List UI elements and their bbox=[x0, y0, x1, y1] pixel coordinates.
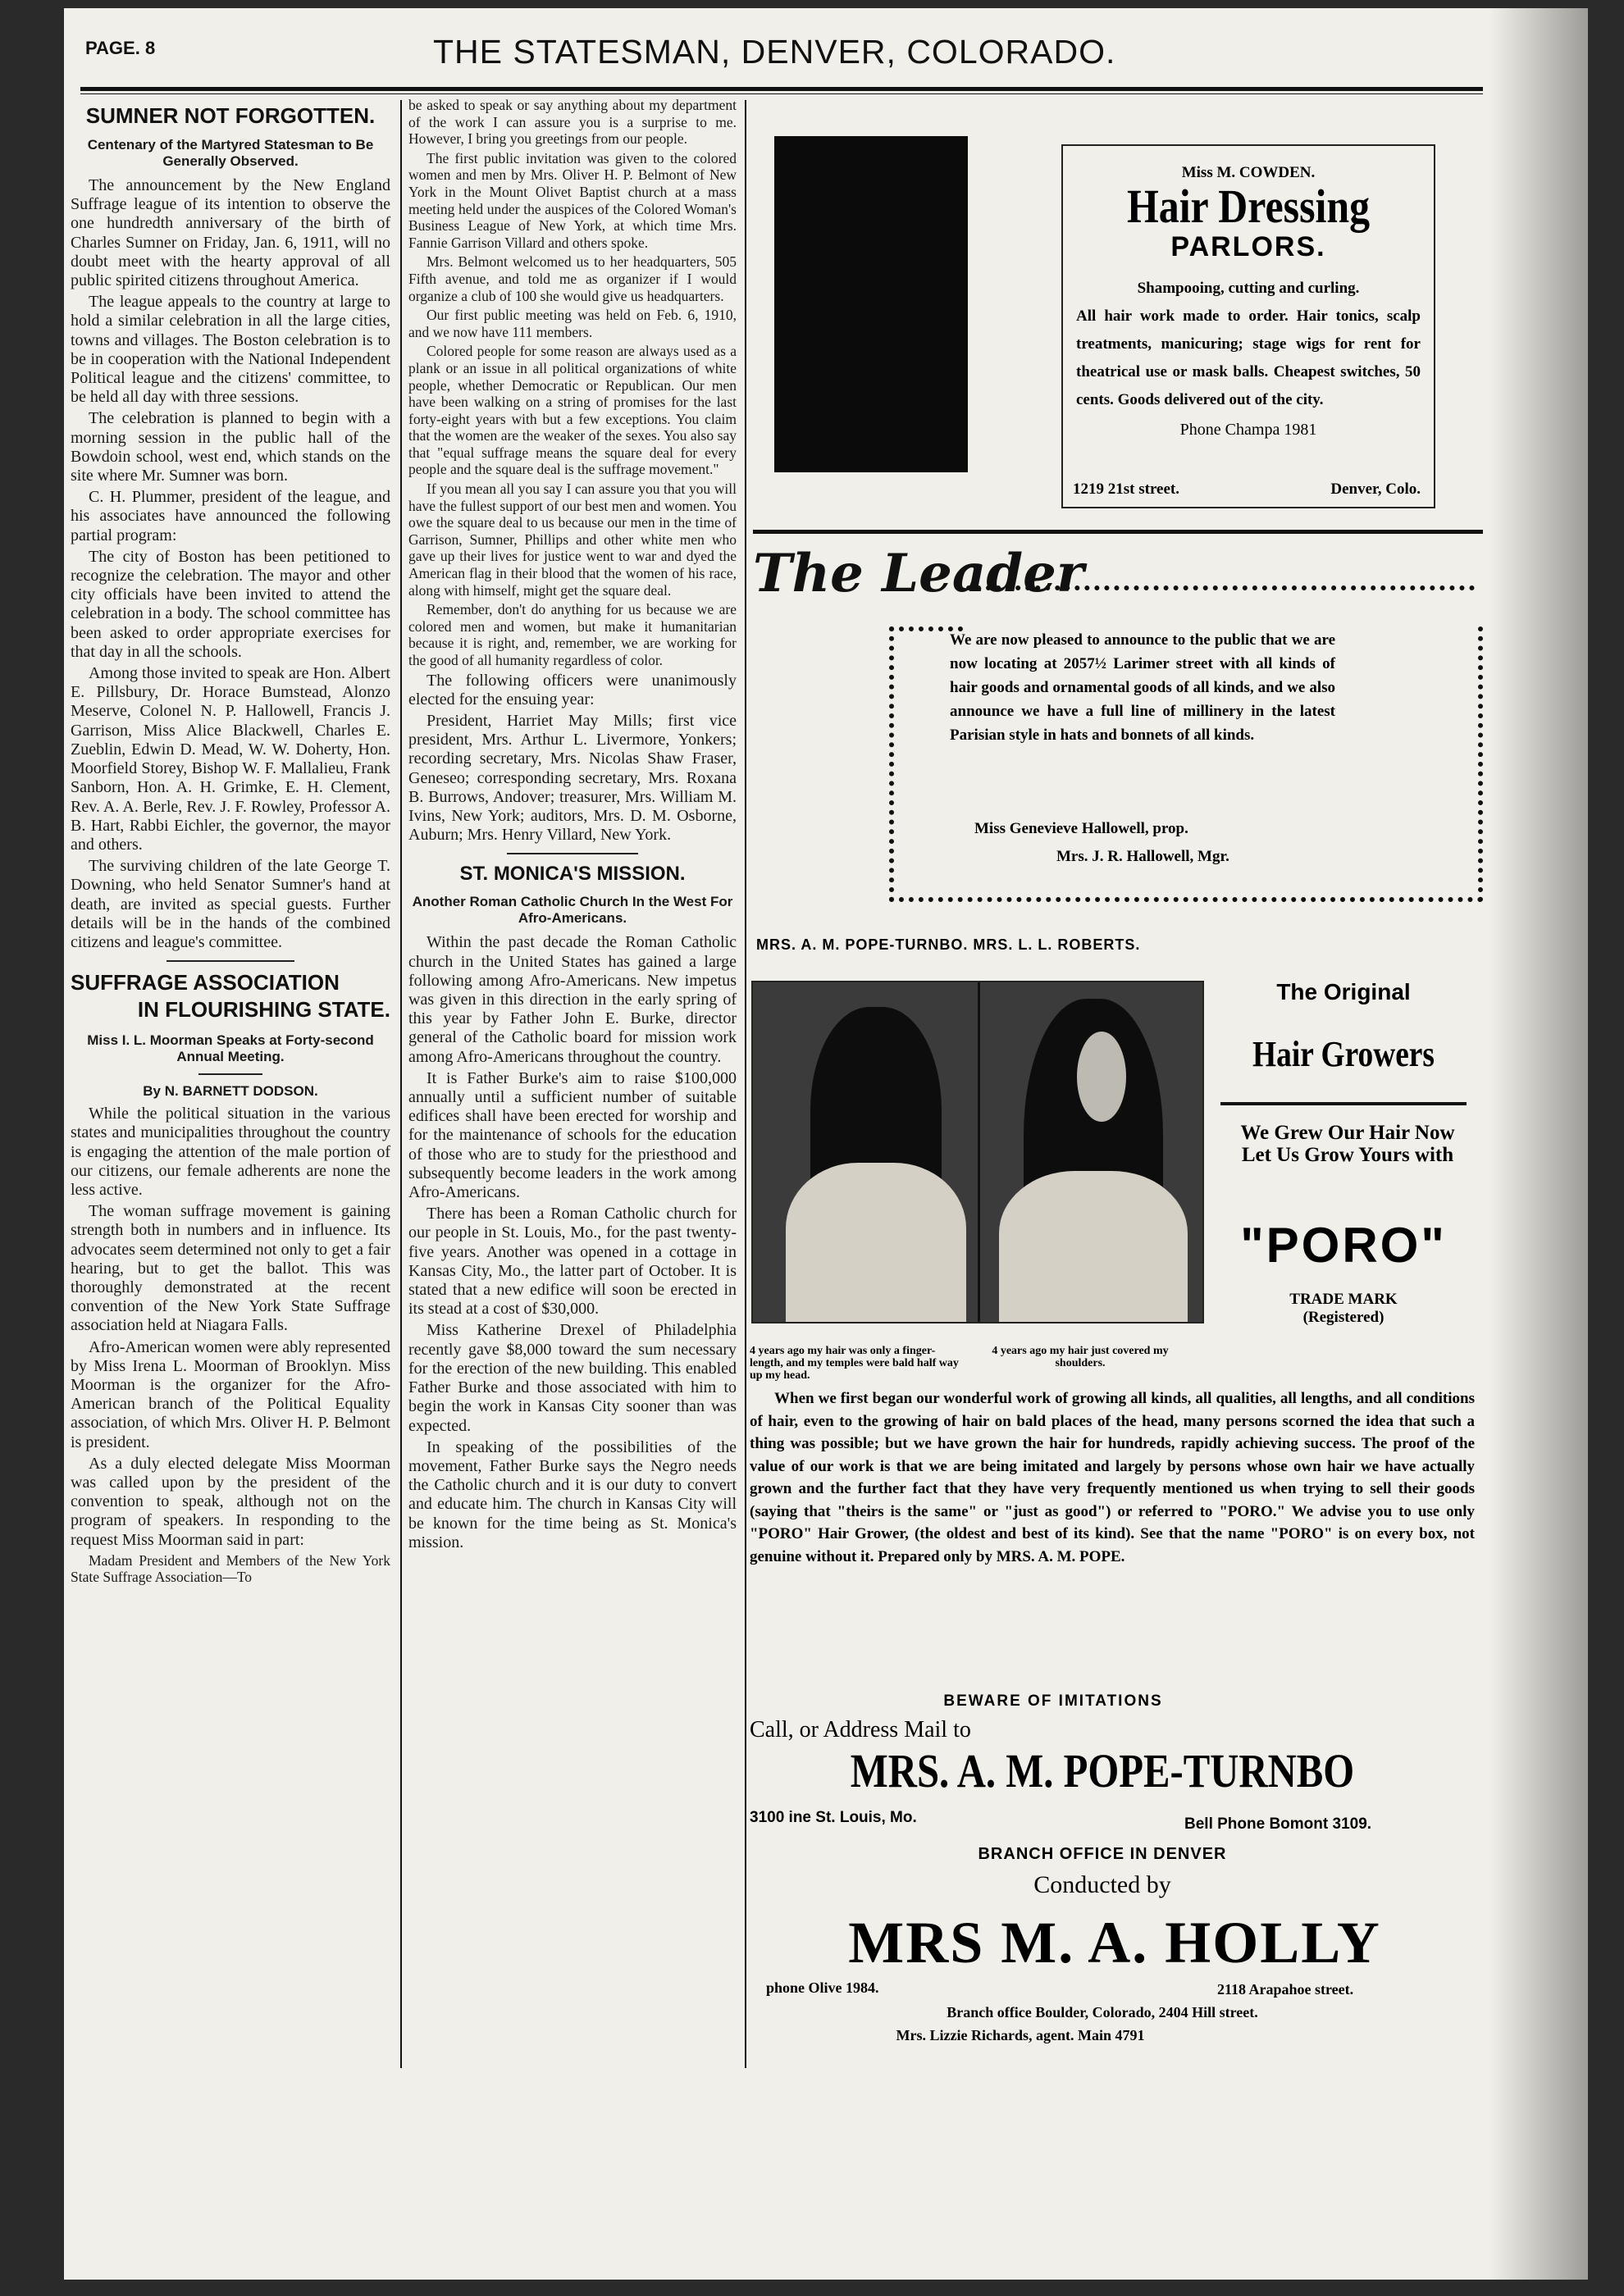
leader-body: We are now pleased to announce to the public that we are now locating at 2057½ Larimer street with all kinds of hair goods and ornamental goods of all kinds, and we also announce we have a full line of millinery in the latest Parisian style in hats and bonnets of all kinds. bbox=[950, 631, 1335, 744]
portrait-face-right bbox=[1077, 1032, 1126, 1122]
page-shadow bbox=[1489, 8, 1588, 2280]
paragraph: be asked to speak or say anything about my department of the work I can assure you is a surprise to me. However, I bring you greetings from our people. bbox=[408, 97, 737, 148]
poro-holly: MRS M. A. HOLLY bbox=[848, 1910, 1381, 1975]
leader-border-top bbox=[956, 585, 1475, 590]
holly-agent: Mrs. Lizzie Richards, agent. Main 4791 bbox=[896, 2027, 1145, 2043]
masthead-rule bbox=[80, 87, 1483, 91]
paragraph: It is Father Burke's aim to raise $100,000 annually until a sufficient number of suitable edifices shall have been erected for worship and for the maintenance of schools for the education of those who are to study for the priesthood and subsequently become leaders in the work among Afro-Americans. bbox=[408, 1068, 737, 1202]
subhead-sumner: Centenary of the Martyred Statesman to Be Generally Observed. bbox=[87, 137, 374, 169]
poro-wegrew: We Grew Our Hair Now Let Us Grow Yours with bbox=[1240, 1122, 1455, 1166]
column-divider bbox=[400, 100, 402, 2068]
article-separator bbox=[198, 1073, 262, 1075]
byline: By N. BARNETT DODSON. bbox=[143, 1083, 318, 1100]
ad-cowden bbox=[1061, 144, 1435, 508]
cowden-title: Hair Dressing bbox=[1126, 180, 1371, 233]
cowden-name: Miss M. COWDEN. bbox=[1181, 164, 1316, 181]
poro-conducted: Conducted by bbox=[1033, 1871, 1171, 1898]
headline-suffrage-2: IN FLOURISHING STATE. bbox=[137, 997, 390, 1023]
poro-body: When we first began our wonderful work of growing all kinds, all qualities, all lengths, and all conditions of hair, even to the growing of hair on bald places of the head, many persons scorned the idea that such a thing was possible; but we have grown the hair for hundreds, rapidly achieving success. The proof of the value of our work is that we are being imitated and largely by persons whose own hair we have actually grown and the further fact that they have very frequently mentioned us when trying to sell their goods (saying that "theirs is the same" or "just as good") or referred to "PORO." We advise you to use only "PORO" Hair Grower, (the oldest and best of its kind). See that the name "PORO" is on every box, not genuine without it. Prepared only by MRS. A. M. POPE. bbox=[750, 1390, 1475, 1565]
paragraph: There has been a Roman Catholic church for our people in St. Louis, Mo., for the past twenty-five years. Another was opened in a cottage in Kansas City, Mo., the latter part of October. It is stated that a new edifice will soon be erected in its stead at a cost of $30,000. bbox=[408, 1205, 737, 1319]
paragraph: The woman suffrage movement is gaining strength both in numbers and in influence. Its advocates seem determined not only to get a fair hearing, but to get the ballot. This was thoroughly demonstrated at the recent convention of the New York State Suffrage association held at Niagara Falls. bbox=[71, 1202, 390, 1335]
cowden-address: 1219 21st street. bbox=[1073, 481, 1179, 498]
poro-trademark: TRADE MARK bbox=[1289, 1291, 1398, 1308]
portrait-body-right bbox=[999, 1171, 1188, 1323]
holly-phone: phone Olive 1984. bbox=[766, 1979, 879, 1996]
article-separator bbox=[167, 960, 294, 962]
poro-caption-1: 4 years ago my hair was only a finger-length, and my temples were bald half way up my head. bbox=[750, 1345, 959, 1382]
headline-sumner: SUMNER NOT FORGOTTEN. bbox=[85, 103, 376, 128]
ad-rule bbox=[753, 530, 1483, 534]
page-number: PAGE. 8 bbox=[85, 38, 156, 58]
cowden-body1: Shampooing, cutting and curling. bbox=[1137, 280, 1360, 297]
paragraph: The first public invitation was given to the colored women and men by Mrs. Oliver H. P. Belmont of New York in the Mount Olivet Baptist church at a mass meeting held under the auspices of the Colored Woman's Business League of New York, at which time Mrs. Fannie Garrison Villard and others spoke. bbox=[408, 149, 737, 251]
poro-big-name: MRS. A. M. POPE-TURNBO bbox=[850, 1744, 1355, 1797]
poro-names: MRS. A. M. POPE-TURNBO. MRS. L. L. ROBERTS. bbox=[756, 936, 1141, 953]
poro-beware: BEWARE OF IMITATIONS bbox=[943, 1692, 1163, 1710]
holly-address: 2118 Arapahoe street. bbox=[1217, 1981, 1354, 1998]
poro-branch: BRANCH OFFICE IN DENVER bbox=[978, 1845, 1227, 1863]
paragraph: Within the past decade the Roman Catholic church in the United States has gained a large following among Afro-Americans. New impetus was given in this direction in the early spring of this year by Father John E. Burke, director general of the Catholic board for mission work among Afro-Americans throughout the country. bbox=[408, 933, 737, 1066]
photo-divider bbox=[978, 982, 980, 1322]
cowden-body2: All hair work made to order. Hair tonics, scalp treatments, manicuring; stage wigs for rent for theatrical use or mask balls. Cheapest switches, 50 cents. Goods delivered out of the city. bbox=[1076, 308, 1421, 408]
poro-address: 3100 ine St. Louis, Mo. bbox=[750, 1809, 917, 1826]
paragraph: Madam President and Members of the New York State Suffrage Association—To bbox=[71, 1551, 390, 1586]
poro-phone: Bell Phone Bomont 3109. bbox=[1184, 1815, 1372, 1833]
cowden-services bbox=[1076, 275, 1421, 414]
poro-call: Call, or Address Mail to bbox=[750, 1717, 971, 1742]
poro-growers: Hair Growers bbox=[1252, 1034, 1435, 1074]
column-divider bbox=[745, 100, 746, 2068]
paragraph: Afro-American women were ably represented by Miss Irena L. Moorman of Brooklyn. Miss Moorman is the organizer for the Afro-American branch of the Political Equality association, of which Mrs. Oliver H. P. Belmont is president. bbox=[71, 1337, 390, 1451]
paper-title: THE STATESMAN, DENVER, COLORADO. bbox=[433, 33, 1116, 71]
cowden-subtitle: PARLORS. bbox=[1170, 231, 1326, 262]
poro-photo bbox=[751, 981, 1204, 1323]
paragraph: Remember, don't do anything for us because we are colored men and women, but make it humanitarian because it is right, and, remember, we are working for the good of all humanity regardless of color. bbox=[408, 601, 737, 668]
paragraph: The league appeals to the country at large to hold a similar celebration in all the large cities, towns and villages. The Boston celebration is to be in cooperation with the National Independent Political league and the citizens' committee, to be held all day with three sessions. bbox=[71, 293, 390, 407]
paragraph: The surviving children of the late George T. Downing, who held Senator Sumner's hand at death, are invited as special guests. Further details will be in the hands of the combined citizens and league's committee. bbox=[71, 857, 390, 951]
leader-mgr: Mrs. J. R. Hallowell, Mgr. bbox=[1056, 848, 1229, 865]
poro-caption-2: 4 years ago my hair just covered my shoulders. bbox=[992, 1345, 1169, 1369]
column-2 bbox=[408, 97, 737, 1555]
leader-prop: Miss Genevieve Hallowell, prop. bbox=[974, 820, 1188, 837]
paragraph: C. H. Plummer, president of the league, and his associates have announced the following partial program: bbox=[71, 488, 390, 544]
paragraph: The following officers were unanimously elected for the ensuing year: bbox=[408, 671, 737, 708]
paragraph: President, Harriet May Mills; first vice president, Mrs. Arthur L. Livermore, Yonkers; recording secretary, Mrs. Nicolas Shaw Fraser, Geneseo; corresponding secretary, Mrs. Roxana B. Burrows, Andover; treasurer, Mrs. William M. Ivins, New York; auditors, Mrs. D. M. Osborne, Auburn; Mrs. Henry Villard, New York. bbox=[408, 712, 737, 845]
paragraph: Our first public meeting was held on Feb. 6, 1910, and we now have 111 members. bbox=[408, 307, 737, 340]
paragraph: The city of Boston has been petitioned to recognize the celebration. The mayor and other city officials have been invited to attend the celebration in a body. The school committee has been asked to order appropriate exercises for that day in all the schools. bbox=[71, 547, 390, 661]
poro-rule bbox=[1220, 1102, 1467, 1105]
subhead-st-monica: Another Roman Catholic Church In the West For Afro-Americans. bbox=[412, 894, 733, 927]
paragraph: Miss Katherine Drexel of Philadelphia recently gave $8,000 toward the sum necessary for the erection of the new building. This enabled Father Burke and those associated with him to begin the work in Kansas City sooner than was expected. bbox=[408, 1321, 737, 1435]
paragraph: In speaking of the possibilities of the movement, Father Burke says the Negro needs the Catholic church and it is our duty to convert and educate him. The church in Kansas City will be known for the time being as St. Monica's mission. bbox=[408, 1437, 737, 1551]
paragraph: If you mean all you say I can assure you that you will have the fullest support of our best men and women. You owe the square deal to us because our men in the time of Garrison, Sumner, Phillips and other white men who gave up their lives for justice went to war and dyed the American flag in their blood that the women of his race, along with himself, might get the square deal. bbox=[408, 481, 737, 599]
poro-original: The Original bbox=[1276, 979, 1411, 1004]
paragraph: As a duly elected delegate Miss Moorman was called upon by the president of the convention to speak, although not on the program of speakers. In responding to the request Miss Moorman said in part: bbox=[71, 1454, 390, 1549]
ad-leader bbox=[753, 543, 1475, 912]
article-separator bbox=[507, 853, 638, 854]
cowden-phone: Phone Champa 1981 bbox=[1179, 421, 1317, 439]
headline-st-monica: ST. MONICA'S MISSION. bbox=[459, 863, 686, 886]
paragraph: The celebration is planned to begin with a morning session in the public hall of the Bowdoin school, west end, which stands on the site where Mr. Sumner was born. bbox=[71, 409, 390, 485]
newspaper-page bbox=[64, 8, 1588, 2280]
paragraph: Mrs. Belmont welcomed us to her headquarters, 505 Fifth avenue, and told me as organizer if I would organize a club of 100 she would give us headquarters. bbox=[408, 253, 737, 304]
leader-title: The Leader bbox=[753, 543, 1084, 604]
paragraph: While the political situation in the various states and municipalities throughout the country is engaging the attention of the male portion of our citizens, our female adherents are none the less active. bbox=[71, 1105, 390, 1199]
poro-brand: "PORO" bbox=[1240, 1218, 1447, 1273]
black-ad-block bbox=[774, 136, 968, 472]
subhead-suffrage: Miss I. L. Moorman Speaks at Forty-second Annual Meeting. bbox=[87, 1032, 374, 1065]
column-1 bbox=[71, 98, 390, 1588]
paragraph: Colored people for some reason are always used as a plank or an issue in all political organizations of white people, whether Democratic or Republican. Our men have been walking on a string of promises for the last forty-eight years with but a few exceptions. You claim that the women are the weaker of the sexes. You also say that "equal suffrage means the square deal for every people and the square deal is the suffrage movement." bbox=[408, 343, 737, 478]
poro-registered: (Registered) bbox=[1302, 1309, 1385, 1326]
masthead bbox=[80, 26, 1475, 75]
masthead-rule-thin bbox=[80, 93, 1483, 94]
headline-suffrage-1: SUFFRAGE ASSOCIATION bbox=[71, 970, 340, 995]
portrait-body-left bbox=[786, 1163, 966, 1323]
cowden-city: Denver, Colo. bbox=[1330, 481, 1421, 498]
paragraph: The announcement by the New England Suffrage league of its intention to observe the one hundredth anniversary of the birth of Charles Sumner on Friday, Jan. 6, 1911, will no doubt meet with the hearty approval of all public spirited citizens throughout America. bbox=[71, 176, 390, 290]
paragraph: Among those invited to speak are Hon. Albert E. Pillsbury, Dr. Horace Bumstead, Alonzo Meserve, Colonel N. P. Hallowell, Francis J. Garrison, Miss Alice Blackwell, Charles E. Zueblin, Edwin D. Mead, W. W. Doherty, Hon. Moorfield Storey, Bishop W. F. Mallalieu, Frank Sanborn, Hon. A. H. Grimke, E. H. Clement, Rev. A. A. Berle, Rev. J. F. Rowley, Professor A. B. Hart, Rabbi Eichler, the governor, the mayor and others. bbox=[71, 664, 390, 854]
holly-branch: Branch office Boulder, Colorado, 2404 Hill street. bbox=[947, 2004, 1258, 2020]
